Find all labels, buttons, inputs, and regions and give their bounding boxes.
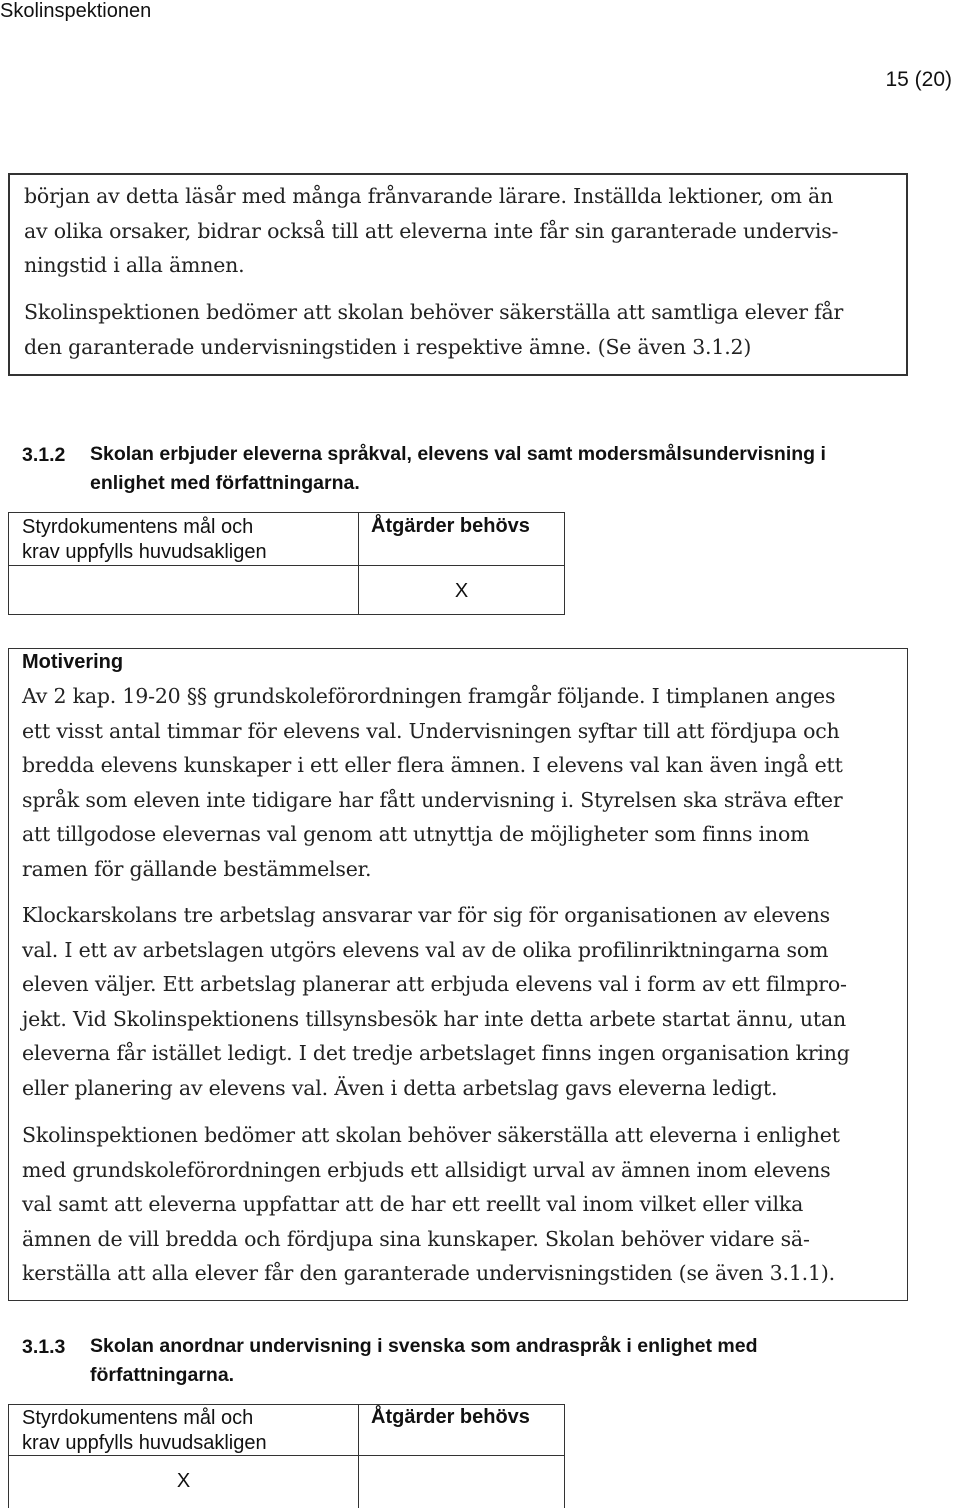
page-number: 15 (20) bbox=[885, 68, 952, 91]
paragraph-line: Skolinspektionen bedömer att skolan behöver säkerställa att samtliga elever får bbox=[24, 300, 844, 324]
motivering-box bbox=[8, 648, 908, 1301]
paragraph-line: ramen för gällande bestämmelser. bbox=[22, 856, 372, 881]
table-cell-actions-value bbox=[358, 1455, 565, 1508]
table-cell-fulfilled-value bbox=[8, 1455, 359, 1508]
section-title-line: enlighet med författningarna. bbox=[90, 472, 360, 494]
paragraph-line: ningstid i alla ämnen. bbox=[24, 253, 245, 277]
paragraph-line: början av detta läsår med många frånvarande lärare. Inställda lektioner, om än bbox=[24, 184, 834, 208]
table-header-line: Styrdokumentens mål och bbox=[22, 516, 254, 538]
checkmark-x: X bbox=[176, 1470, 191, 1492]
table-cell-fulfilled-value bbox=[8, 565, 359, 615]
paragraph-line: eleverna får istället ledigt. I det tredje arbetslaget finns ingen organisation kring bbox=[22, 1041, 850, 1065]
paragraph-line: den garanterade undervisningstiden i respektive ämne. (Se även 3.1.2) bbox=[24, 334, 752, 359]
table-header-fulfilled bbox=[8, 512, 359, 566]
table-cell-actions-value bbox=[358, 565, 565, 615]
section-number: 3.1.2 bbox=[22, 444, 66, 466]
paragraph-line: med grundskoleförordningen erbjuds ett allsidigt urval av ämnen inom elevens bbox=[22, 1157, 831, 1182]
table-header-actions bbox=[358, 1404, 565, 1456]
section-title bbox=[90, 1332, 758, 1390]
paragraph-line: Skolinspektionen bedömer att skolan behöver säkerställa att eleverna i enlighet bbox=[22, 1123, 840, 1147]
table-header-line: krav uppfylls huvudsakligen bbox=[22, 1432, 267, 1454]
paragraph-line: bredda elevens kunskaper i ett eller flera ämnen. I elevens val kan även ingå ett bbox=[22, 753, 843, 777]
paragraph-line: av olika orsaker, bidrar också till att eleverna inte får sin garanterade undervis- bbox=[24, 218, 839, 243]
paragraph-line: ett visst antal timmar för elevens val. Undervisningen syftar till att fördjupa och bbox=[22, 718, 840, 743]
paragraph-line: val. I ett av arbetslagen utgörs elevens val av de olika profilinriktningarna som bbox=[22, 937, 829, 962]
paragraph-line: att tillgodose elevernas val genom att utnyttja de möjligheter som finns inom bbox=[22, 822, 810, 846]
checkmark-x: X bbox=[454, 580, 469, 602]
section-title-line: Skolan erbjuder eleverna språkval, elevens val samt modersmålsundervisning i bbox=[90, 443, 826, 465]
paragraph-line: språk som eleven inte tidigare har fått undervisning i. Styrelsen ska sträva efter bbox=[22, 787, 843, 812]
table-header-line: Åtgärder behövs bbox=[371, 1406, 530, 1428]
paragraph-line: eller planering av elevens val. Även i detta arbetslag gavs eleverna ledigt. bbox=[22, 1075, 778, 1100]
motivering-label: Motivering bbox=[22, 651, 124, 673]
document-header-title: Skolinspektionen bbox=[0, 0, 152, 22]
section-title-line: författningarna. bbox=[90, 1364, 235, 1386]
table-header-line: Styrdokumentens mål och bbox=[22, 1407, 254, 1429]
continued-text-box bbox=[8, 173, 908, 376]
table-header-line: krav uppfylls huvudsakligen bbox=[22, 541, 267, 563]
table-header-line: Åtgärder behövs bbox=[371, 515, 530, 537]
paragraph-line: jekt. Vid Skolinspektionens tillsynsbesök har inte detta arbete startat ännu, utan bbox=[22, 1006, 846, 1031]
section-title-line: Skolan anordnar undervisning i svenska som andraspråk i enlighet med bbox=[90, 1335, 758, 1357]
paragraph-line: val samt att eleverna uppfattar att de har ett reellt val inom vilket eller vilka bbox=[22, 1192, 804, 1216]
table-header-actions bbox=[358, 512, 565, 566]
section-number: 3.1.3 bbox=[22, 1336, 66, 1358]
paragraph-line: eleven väljer. Ett arbetslag planerar att erbjuda elevens val i form av ett filmpro- bbox=[22, 972, 847, 996]
paragraph-line: Av 2 kap. 19-20 §§ grundskoleförordningen framgår följande. I timplanen anges bbox=[22, 684, 836, 708]
paragraph-line: Klockarskolans tre arbetslag ansvarar var för sig för organisationen av elevens bbox=[22, 903, 830, 927]
section-title bbox=[90, 440, 826, 498]
paragraph-line: ämnen de vill bredda och fördjupa sina kunskaper. Skolan behöver vidare sä- bbox=[22, 1226, 810, 1251]
table-header-fulfilled bbox=[8, 1404, 359, 1456]
paragraph-line: kerställa att alla elever får den garanterade undervisningstiden (se även 3.1.1). bbox=[22, 1261, 835, 1285]
